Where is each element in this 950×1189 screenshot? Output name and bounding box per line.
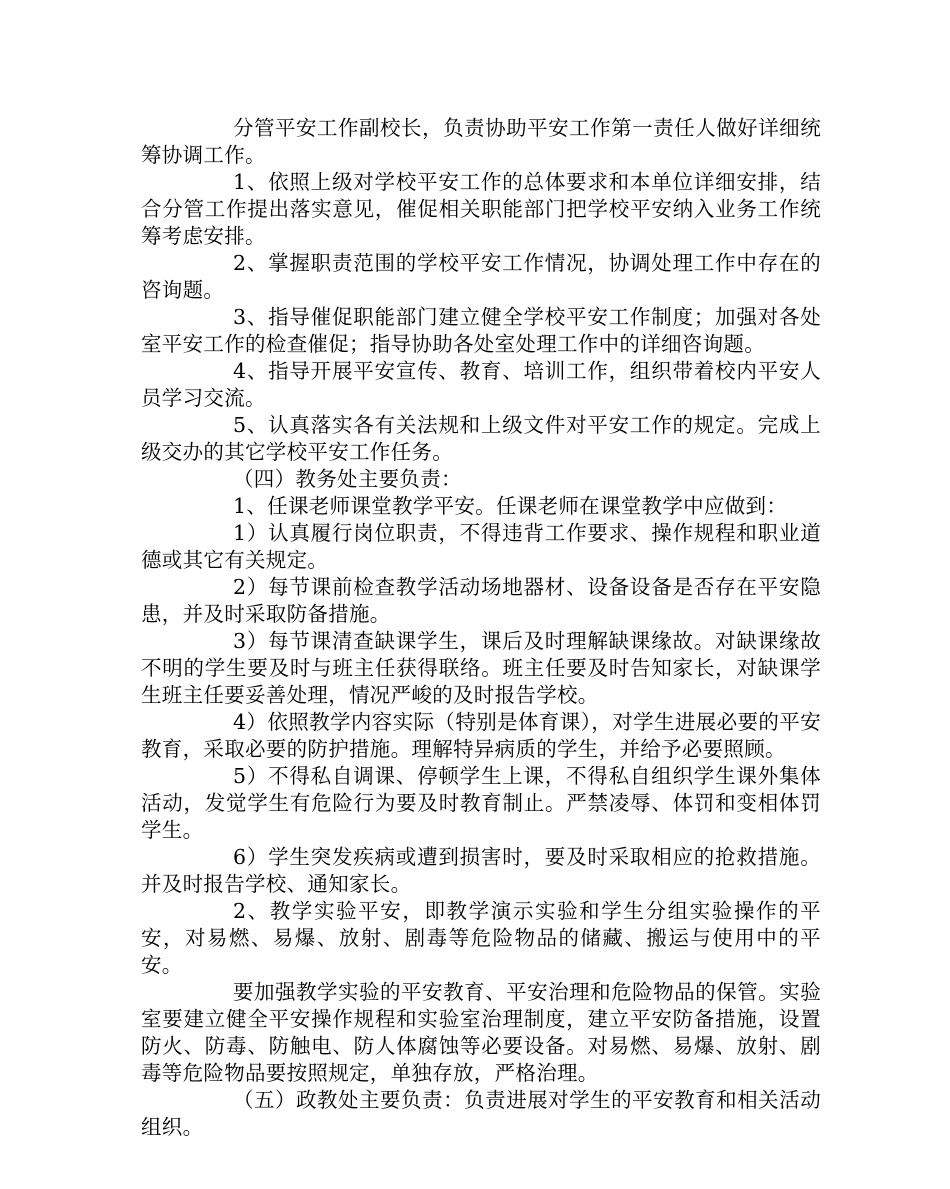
paragraph-item-3: 3、指导催促职能部门建立健全学校平安工作制度；加强对各处室平安工作的检查催促；指导协助各处室处理工作中的详细咨询题。 bbox=[141, 305, 821, 356]
document-body bbox=[141, 115, 821, 1141]
paragraph-item-1: 1、依照上级对学校平安工作的总体要求和本单位详细安排，结合分管工作提出落实意见，催促相关职能部门把学校平安纳入业务工作统筹考虑安排。 bbox=[141, 170, 821, 248]
paragraph-item-2: 2、掌握职责范围的学校平安工作情况，协调处理工作中存在的咨询题。 bbox=[141, 251, 821, 302]
paragraph-subitem-1: 1）认真履行岗位职责，不得违背工作要求、操作规程和职业道德或其它有关规定。 bbox=[141, 521, 821, 572]
paragraph-lab-safety: 2、教学实验平安，即教学演示实验和学生分组实验操作的平安，对易燃、易爆、放射、剧毒等危险物品的储藏、搬运与使用中的平安。 bbox=[141, 899, 821, 977]
section-heading-political-education: （五）政教处主要负责：负责进展对学生的平安教育和相关活动组织。 bbox=[141, 1088, 821, 1139]
paragraph-subitem-5: 5）不得私自调课、停顿学生上课，不得私自组织学生课外集体活动，发觉学生有危险行为要及时教育制止。严禁凌辱、体罚和变相体罚学生。 bbox=[141, 764, 821, 842]
section-heading-academic-affairs: （四）教务处主要负责： bbox=[233, 467, 462, 491]
paragraph-subitem-2: 2）每节课前检查教学活动场地器材、设备设备是否存在平安隐患，并及时采取防备措施。 bbox=[141, 575, 821, 626]
paragraph-classroom-safety: 1、任课老师课堂教学平安。任课老师在课堂教学中应做到： bbox=[233, 494, 788, 518]
paragraph-subitem-4: 4）依照教学内容实际（特别是体育课），对学生进展必要的平安教育，采取必要的防护措施。理解特异病质的学生，并给予必要照顾。 bbox=[141, 710, 821, 761]
paragraph-subitem-3: 3）每节课清查缺课学生，课后及时理解缺课缘故。对缺课缘故不明的学生要及时与班主任获得联络。班主任要及时告知家长，对缺课学生班主任要妥善处理，情况严峻的及时报告学校。 bbox=[141, 629, 821, 707]
paragraph-item-4: 4、指导开展平安宣传、教育、培训工作，组织带着校内平安人员学习交流。 bbox=[141, 359, 821, 410]
paragraph-vice-principal-duty: 分管平安工作副校长，负责协助平安工作第一责任人做好详细统筹协调工作。 bbox=[141, 116, 821, 167]
paragraph-lab-management: 要加强教学实验的平安教育、平安治理和危险物品的保管。实验室要建立健全平安操作规程和实验室治理制度，建立平安防备措施，设置防火、防毒、防触电、防人体腐蚀等必要设备。对易燃、易爆、放射、剧毒等危险物品要按照规定，单独存放，严格治理。 bbox=[141, 980, 821, 1085]
paragraph-subitem-6: 6）学生突发疾病或遭到损害时，要及时采取相应的抢救措施。并及时报告学校、通知家长。 bbox=[141, 845, 821, 896]
paragraph-item-5: 5、认真落实各有关法规和上级文件对平安工作的规定。完成上级交办的其它学校平安工作任务。 bbox=[141, 413, 821, 464]
